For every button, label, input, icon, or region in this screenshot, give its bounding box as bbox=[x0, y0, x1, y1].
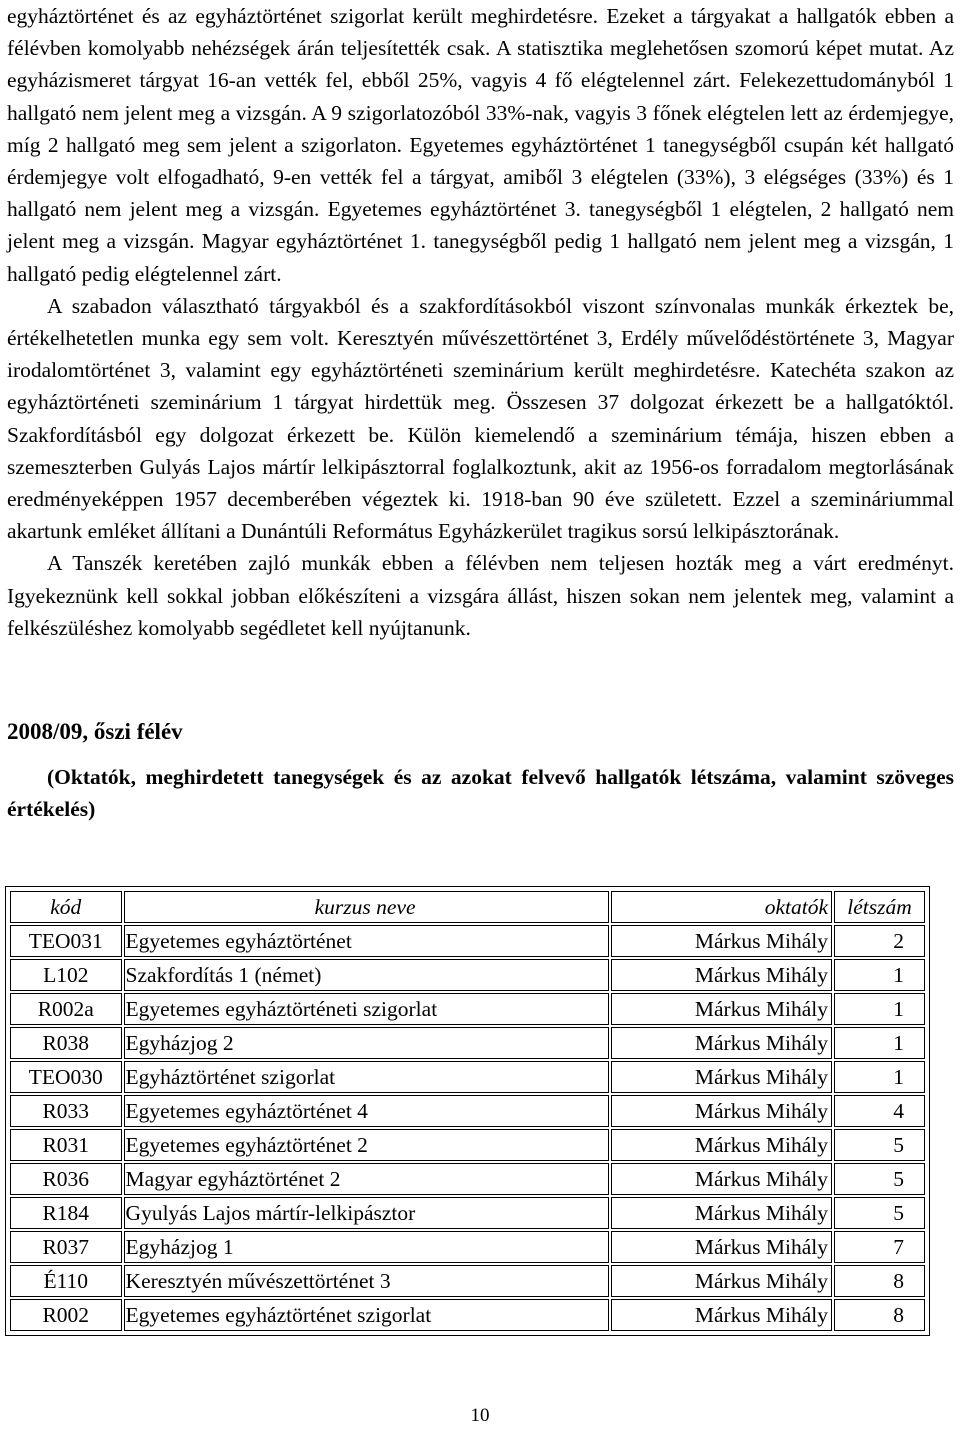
section-subtitle: (Oktatók, meghirdetett tanegységek és az azokat felvevő hallgatók létszáma, valamint szöveges értékelés) bbox=[7, 765, 954, 822]
table-row bbox=[10, 959, 925, 991]
table-row bbox=[10, 1163, 925, 1195]
paragraph-department-summary: A Tanszék keretében zajló munkák ebben a félévben nem teljesen hozták meg a várt eredményt. Igyekeznünk kell sokkal jobban előkészíteni a vizsgára állást, hiszen sokan nem jelentek meg, valamint a felkészüléshez komolyabb segédletet kell nyújtanunk. bbox=[7, 551, 954, 640]
cell-teacher: Márkus Mihály bbox=[611, 1231, 832, 1263]
cell-course-name: Egyetemes egyháztörténet szigorlat bbox=[124, 1299, 609, 1331]
cell-teacher: Márkus Mihály bbox=[611, 1163, 832, 1195]
cell-course-name: Egyetemes egyháztörténeti szigorlat bbox=[124, 993, 609, 1025]
paragraph-exam-statistics: egyháztörténet és az egyháztörténet szigorlat került meghirdetésre. Ezeket a tárgyakat a hallgatók ebben a félévben komolyabb nehézségek árán teljesítették csak. A statisztika meglehetősen szomorú képet mutat. Az egyházismeret tárgyat 16-an vették fel, ebből 25%, vagyis 4 fő elégtelennel zárt. Felekezettudományból 1 hallgató nem jelent meg a vizsgán. A 9 szigorlatozóból 33%-nak, vagyis 3 főnek elégtelen lett az érdemjegye, míg 2 hallgató meg sem jelent a szigorlaton. Egyetemes egyháztörténet 1 tanegységből csupán két hallgató érdemjegye volt elfogadható, 9-en vették fel a tárgyat, amiből 3 elégtelen (33%), 3 elégséges (33%) és 1 hallgató nem jelent meg a vizsgán. Egyetemes egyháztörténet 3. tanegységből 1 elégtelen, 2 hallgató nem jelent meg a vizsgán. Magyar egyháztörténet 1. tanegységből pedig 1 hallgató nem jelent meg a vizsgán, 1 hallgató pedig elégtelennel zárt. bbox=[7, 4, 954, 286]
cell-teacher: Márkus Mihály bbox=[611, 1027, 832, 1059]
cell-teacher: Márkus Mihály bbox=[611, 1095, 832, 1127]
cell-headcount: 8 bbox=[834, 1265, 925, 1297]
cell-headcount: 5 bbox=[834, 1197, 925, 1229]
cell-headcount: 5 bbox=[834, 1129, 925, 1161]
table-row bbox=[10, 1197, 925, 1229]
cell-course-name: Egyháztörténet szigorlat bbox=[124, 1061, 609, 1093]
cell-code: É110 bbox=[10, 1265, 122, 1297]
header-code: kód bbox=[10, 891, 122, 923]
cell-course-name: Keresztyén művészettörténet 3 bbox=[124, 1265, 609, 1297]
cell-teacher: Márkus Mihály bbox=[611, 1129, 832, 1161]
cell-teacher: Márkus Mihály bbox=[611, 1061, 832, 1093]
table-row bbox=[10, 1061, 925, 1093]
cell-course-name: Egyetemes egyháztörténet 4 bbox=[124, 1095, 609, 1127]
cell-headcount: 4 bbox=[834, 1095, 925, 1127]
header-teachers: oktatók bbox=[611, 891, 832, 923]
cell-code: R037 bbox=[10, 1231, 122, 1263]
header-course-name: kurzus neve bbox=[124, 891, 609, 923]
table-body bbox=[10, 925, 925, 1331]
table-header-row bbox=[10, 891, 925, 923]
cell-teacher: Márkus Mihály bbox=[611, 1265, 832, 1297]
cell-teacher: Márkus Mihály bbox=[611, 1197, 832, 1229]
cell-teacher: Márkus Mihály bbox=[611, 925, 832, 957]
table-row bbox=[10, 1027, 925, 1059]
table-row bbox=[10, 1095, 925, 1127]
table-row bbox=[10, 925, 925, 957]
cell-course-name: Egyetemes egyháztörténet bbox=[124, 925, 609, 957]
table-row bbox=[10, 993, 925, 1025]
cell-headcount: 5 bbox=[834, 1163, 925, 1195]
table-row bbox=[10, 1231, 925, 1263]
cell-teacher: Márkus Mihály bbox=[611, 1299, 832, 1331]
cell-code: R002a bbox=[10, 993, 122, 1025]
cell-course-name: Egyházjog 2 bbox=[124, 1027, 609, 1059]
cell-code: R002 bbox=[10, 1299, 122, 1331]
course-table-frame bbox=[5, 886, 930, 1336]
cell-course-name: Egyházjog 1 bbox=[124, 1231, 609, 1263]
cell-headcount: 1 bbox=[834, 1027, 925, 1059]
header-headcount: létszám bbox=[834, 891, 925, 923]
cell-teacher: Márkus Mihály bbox=[611, 993, 832, 1025]
cell-code: R184 bbox=[10, 1197, 122, 1229]
course-table bbox=[8, 889, 927, 1333]
table-row bbox=[10, 1299, 925, 1331]
page-number: 10 bbox=[470, 1405, 490, 1426]
cell-code: R031 bbox=[10, 1129, 122, 1161]
cell-headcount: 7 bbox=[834, 1231, 925, 1263]
cell-course-name: Gyulyás Lajos mártír-lelkipásztor bbox=[124, 1197, 609, 1229]
cell-code: R036 bbox=[10, 1163, 122, 1195]
cell-headcount: 1 bbox=[834, 959, 925, 991]
cell-headcount: 1 bbox=[834, 1061, 925, 1093]
paragraph-elective-courses: A szabadon választható tárgyakból és a szakfordításokból viszont színvonalas munkák érkeztek be, értékelhetetlen munka egy sem volt. Keresztyén művészettörténet 3, Erdély művelődéstörténete 3, Magyar irodalomtörténet 3, valamint egy egyháztörténeti szeminárium került meghirdetésre. Katechéta szakon az egyháztörténeti szeminárium 1 tárgyat hirdettük meg. Összesen 37 dolgozat érkezett be a hallgatóktól. Szakfordításból egy dolgozat érkezett be. Külön kiemelendő a szeminárium témája, hiszen ebben a szemeszterben Gulyás Lajos mártír lelkipásztorral foglalkoztunk, akit az 1956-os forradalom megtorlásának eredményeképpen 1957 decemberében végeztek ki. 1918-ban 90 éve született. Ezzel a szemináriummal akartunk emléket állítani a Dunántúli Református Egyházkerület tragikus sorsú lelkipásztorának. bbox=[7, 293, 954, 544]
cell-code: R033 bbox=[10, 1095, 122, 1127]
cell-headcount: 8 bbox=[834, 1299, 925, 1331]
cell-teacher: Márkus Mihály bbox=[611, 959, 832, 991]
cell-code: R038 bbox=[10, 1027, 122, 1059]
cell-course-name: Magyar egyháztörténet 2 bbox=[124, 1163, 609, 1195]
cell-code: L102 bbox=[10, 959, 122, 991]
table-row bbox=[10, 1129, 925, 1161]
cell-code: TEO031 bbox=[10, 925, 122, 957]
cell-course-name: Szakfordítás 1 (német) bbox=[124, 959, 609, 991]
table-row bbox=[10, 1265, 925, 1297]
body-text bbox=[7, 0, 954, 644]
section-title: 2008/09, őszi félév bbox=[7, 719, 183, 744]
cell-course-name: Egyetemes egyháztörténet 2 bbox=[124, 1129, 609, 1161]
cell-headcount: 2 bbox=[834, 925, 925, 957]
cell-headcount: 1 bbox=[834, 993, 925, 1025]
cell-code: TEO030 bbox=[10, 1061, 122, 1093]
